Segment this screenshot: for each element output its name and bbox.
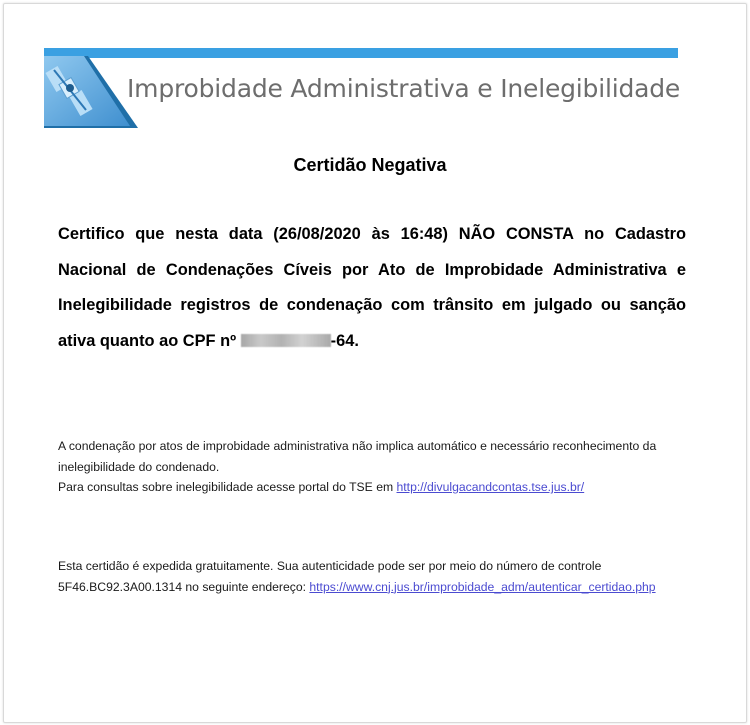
header-title: Improbidade Administrativa e Inelegibilidade [127,74,681,103]
statement-text: Certifico que nesta data (26/08/2020 às 16:48) NÃO CONSTA no Cadastro Nacional de Condenações Cíveis por Ato de Improbidade Administrativa e Inelegibilidade registros de condenação com trânsito em julgado ou sanção ativa quanto ao CPF nº [58,225,686,350]
header-accent-bar [44,48,678,58]
tse-portal-link[interactable]: http://divulgacandcontas.tse.jus.br/ [396,480,585,494]
note-line-3-text: Esta certidão é expedida gratuitamente. Sua autenticidade pode ser por meio do número de controle 5F46.BC92.3A00.1314 no seguinte endereço: [58,559,602,594]
redacted-cpf [241,334,331,347]
satellite-logo-icon [44,48,138,128]
note-line-1: A condenação por atos de improbidade administrativa não implica automático e necessário reconhecimento da inelegibilidade do condenado. [58,439,657,474]
document-title: Certidão Negativa [293,155,447,175]
note-line-2-text: Para consultas sobre inelegibilidade acesse portal do TSE em [58,480,397,494]
certificate-statement [58,217,686,359]
legal-note [58,436,718,498]
cpf-suffix: -64. [330,331,359,350]
authenticity-note [58,556,718,597]
cnj-authentication-link[interactable]: https://www.cnj.jus.br/improbidade_adm/autenticar_certidao.php [309,579,656,594]
note-line-2 [58,477,718,498]
